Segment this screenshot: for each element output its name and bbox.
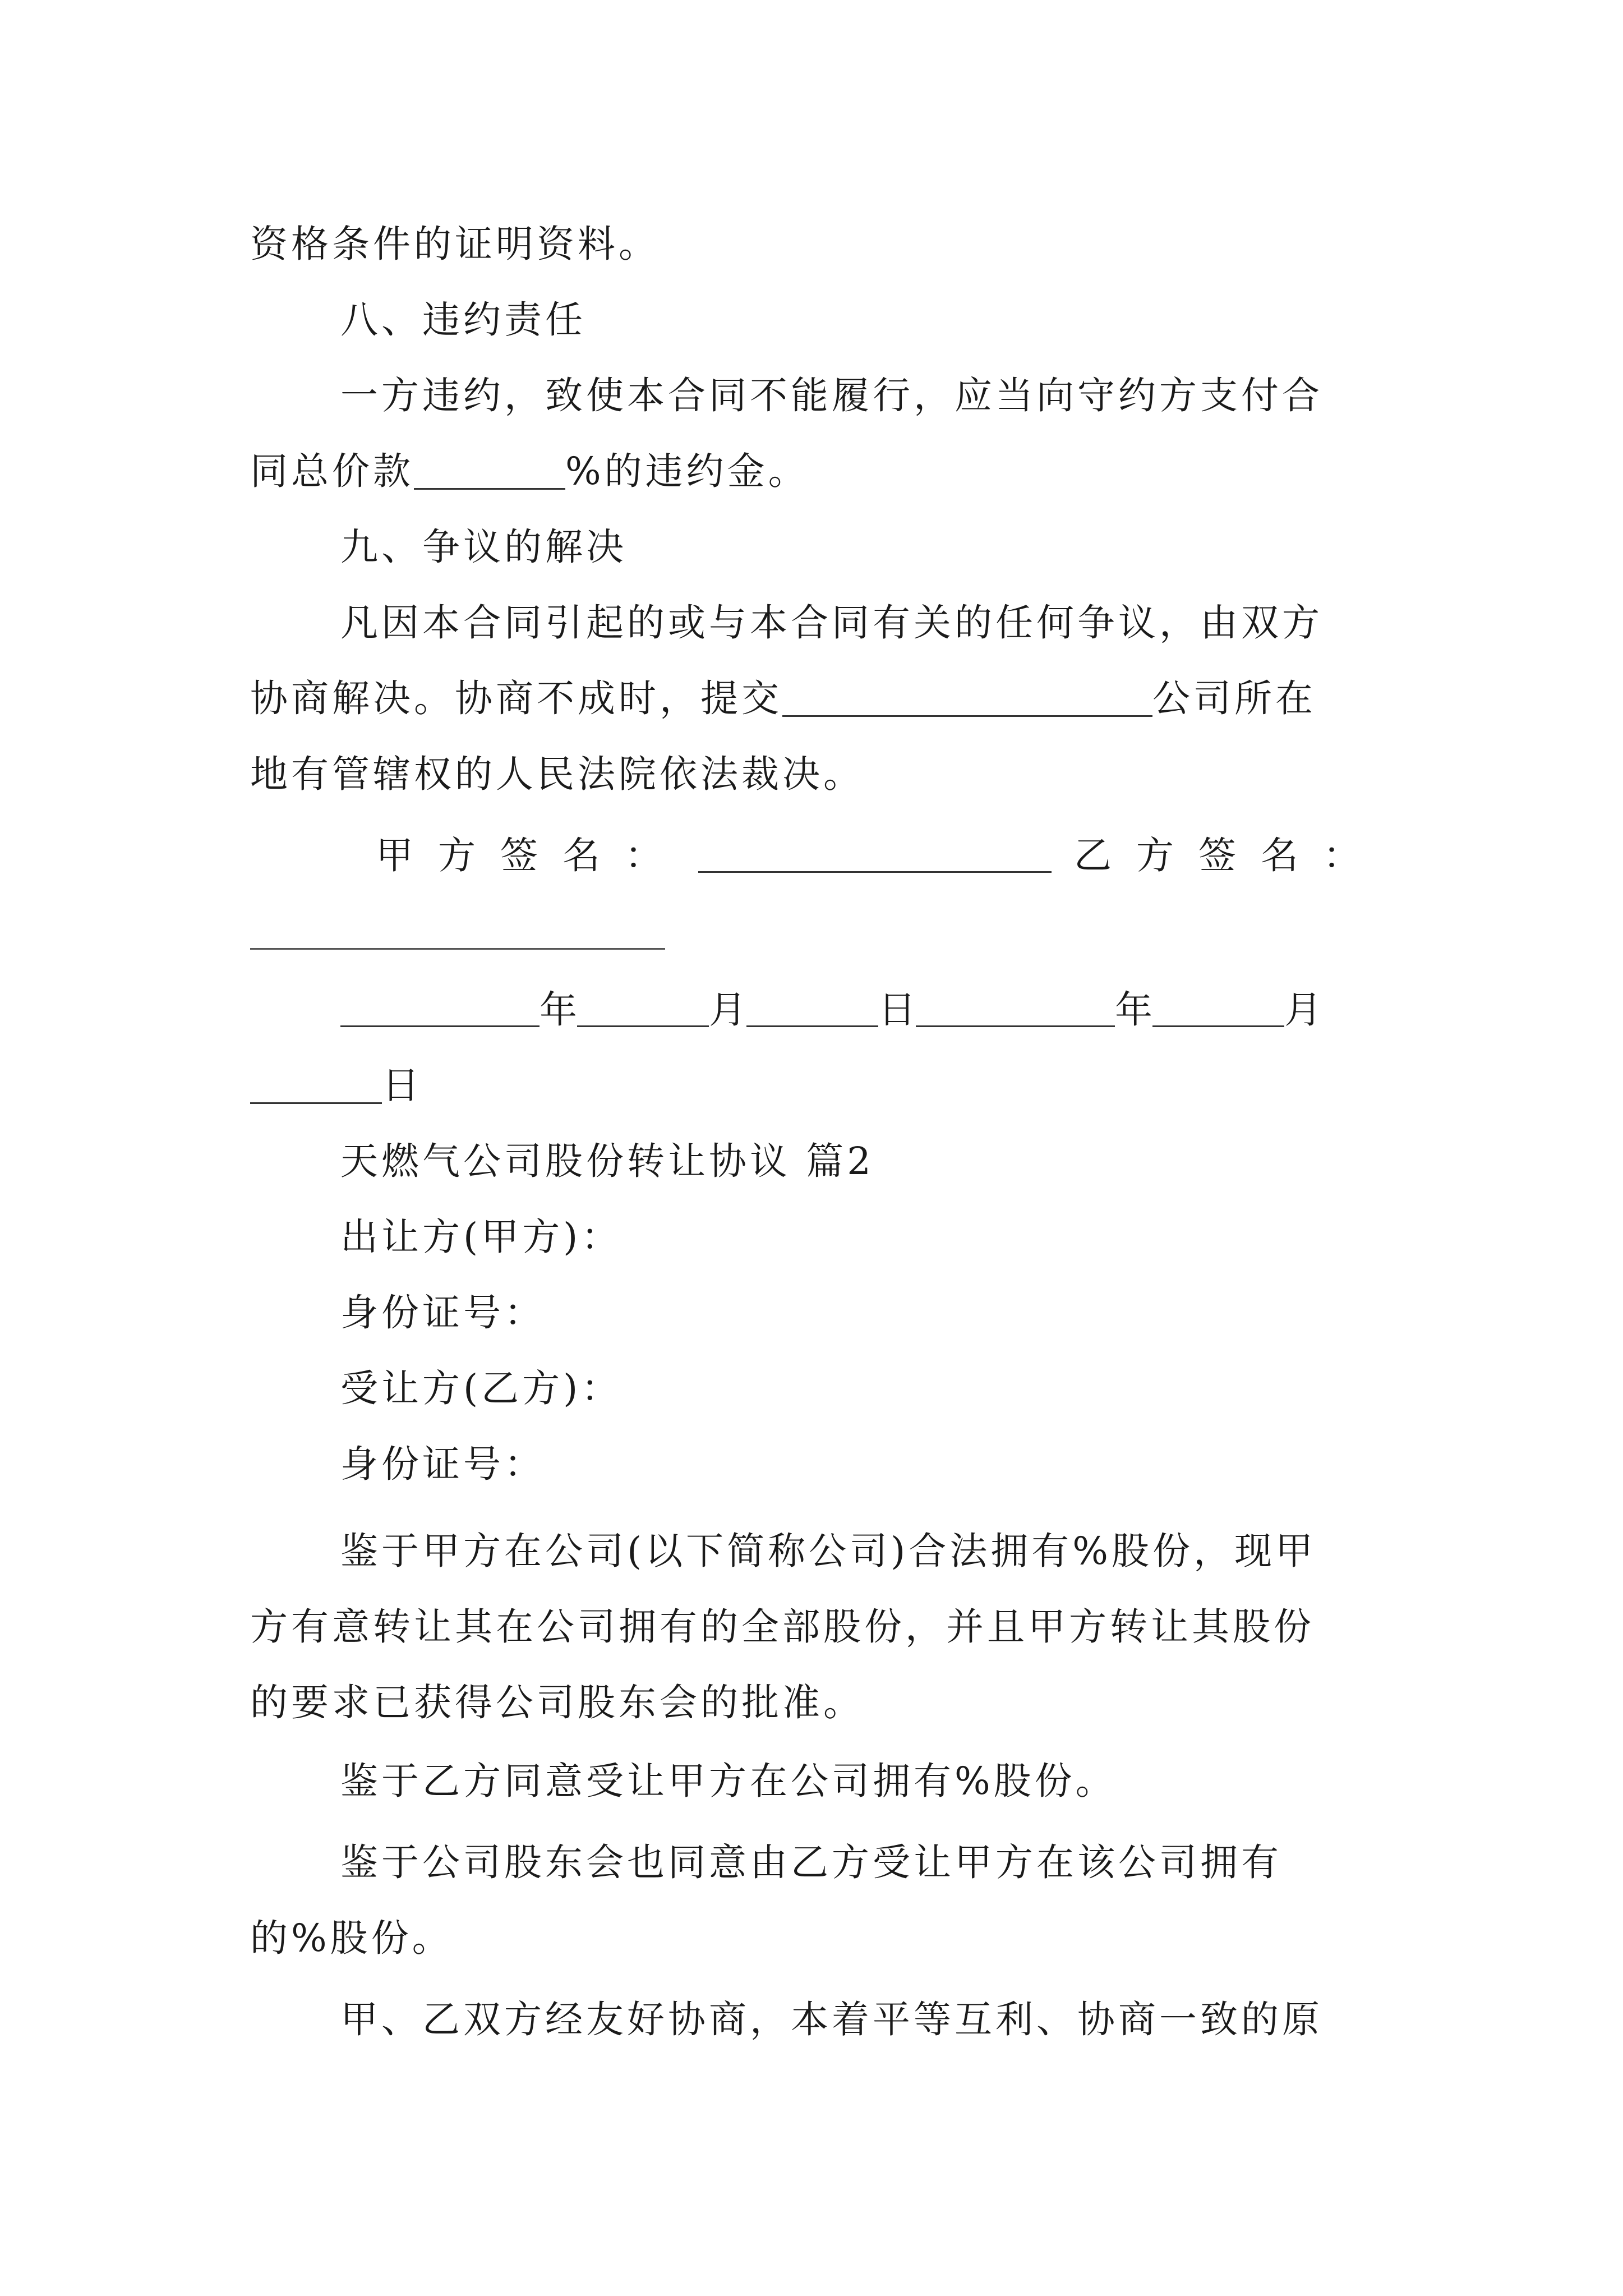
paragraph-line [340,365,1389,426]
paragraph-text: 一方违约，致使本合同不能履行，应当向守约方支付合 [340,374,1323,417]
party-b-signature-label: 乙方签名： [1074,834,1385,877]
party-a-signature-label: 甲方签名： [376,834,687,877]
month-label: 月 [709,988,746,1032]
day-label: 日 [878,988,916,1032]
date-row [340,979,1389,1041]
fill-in-blank [782,683,1152,717]
section-heading-breach: 八、违约责任 [340,298,586,342]
paragraph-line [250,668,1389,729]
paragraph-line: 方有意转让其在公司拥有的全部股份，并且甲方转让其股份 [250,1605,1315,1649]
paragraph-text: 协商解决。协商不成时，提交 [250,677,782,720]
paragraph-line: 甲、乙双方经友好协商，本着平等互利、协商一致的原 [340,1998,1323,2041]
party-b-signature-blank [250,948,665,950]
paragraph-line: 鉴于乙方同意受让甲方在公司拥有%股份。 [340,1759,1117,1803]
transferee-field: 受让方(乙方)： [340,1366,623,1410]
section-title-part-2: 天燃气公司股份转让协议 篇2 [340,1139,874,1183]
paragraph-line: 资格条件的证明资料。 [250,222,660,266]
month-blank [1152,993,1284,1027]
paragraph-text: %的违约金。 [565,449,809,493]
transferor-id-field: 身份证号： [340,1291,545,1335]
date-row-continued [250,1055,1389,1116]
party-a-signature-blank [698,839,1052,873]
year-label: 年 [540,988,577,1032]
month-blank [577,993,709,1027]
year-blank [340,993,540,1027]
paragraph-line: 鉴于甲方在公司(以下简称公司)合法拥有%股份，现甲 [340,1529,1316,1573]
day-blank [250,1070,382,1104]
fill-in-blank [414,455,565,490]
paragraph-text: 同总价款 [250,449,414,493]
signature-row [376,825,1385,886]
month-label: 月 [1284,988,1322,1032]
paragraph-line: 凡因本合同引起的或与本合同有关的任何争议，由双方 [340,601,1323,645]
day-label: 日 [382,1064,423,1107]
paragraph-line: 的%股份。 [250,1916,453,1960]
transferee-id-field: 身份证号： [340,1442,545,1486]
transferor-field: 出让方(甲方)： [340,1215,623,1259]
paragraph-line: 鉴于公司股东会也同意由乙方受让甲方在该公司拥有 [340,1841,1282,1884]
year-label: 年 [1115,988,1152,1032]
paragraph-line: 的要求已获得公司股东会的批准。 [250,1681,864,1724]
paragraph-line [250,440,1389,502]
day-blank [746,993,878,1027]
paragraph-text: 公司所在 [1152,677,1316,720]
paragraph-line: 地有管辖权的人民法院依法裁决。 [250,752,864,796]
year-blank [916,993,1115,1027]
section-heading-dispute: 九、争议的解决 [340,525,627,569]
